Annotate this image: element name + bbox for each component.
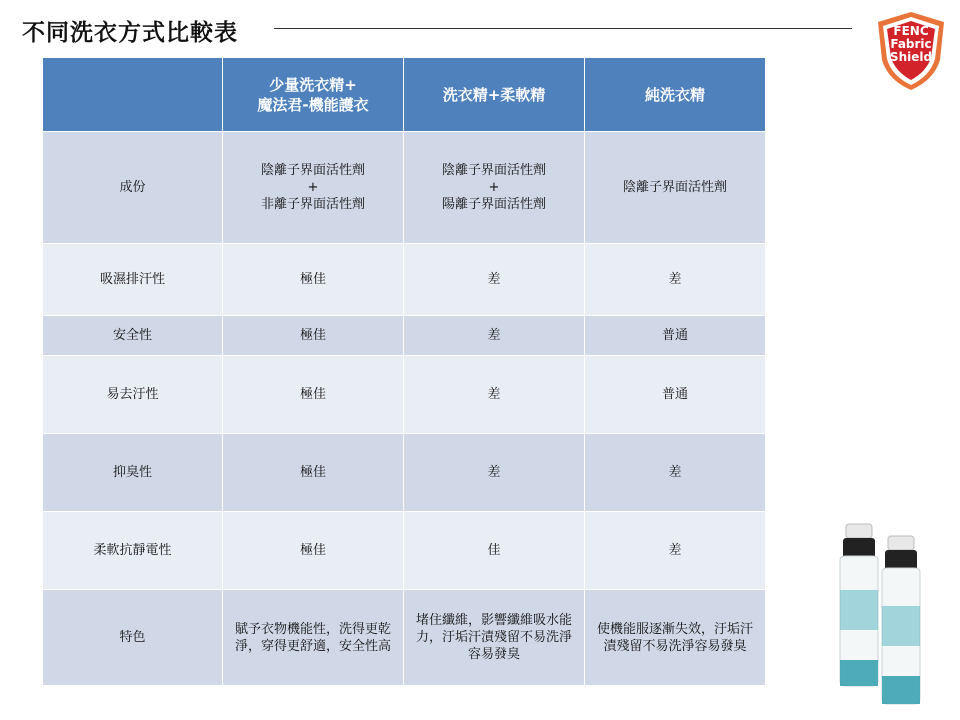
table-cell: 差 [404, 434, 585, 512]
table-cell: 極佳 [223, 356, 404, 434]
header-cell [43, 58, 223, 132]
header-cell: 洗衣精+柔軟精 [404, 58, 585, 132]
table-cell: 陰離子界面活性劑 [585, 132, 766, 244]
header-cell: 純洗衣精 [585, 58, 766, 132]
table-row [43, 512, 766, 590]
table-cell: 佳 [404, 512, 585, 590]
table-row [43, 434, 766, 512]
table-cell: 賦予衣物機能性，洗得更乾淨，穿得更舒適，安全性高 [223, 590, 404, 686]
table-cell: 差 [404, 316, 585, 356]
table-cell: 差 [585, 244, 766, 316]
table-row [43, 590, 766, 686]
table-row [43, 244, 766, 316]
table-cell: 普通 [585, 316, 766, 356]
table-cell: 極佳 [223, 316, 404, 356]
table-cell: 普通 [585, 356, 766, 434]
header-row [43, 58, 766, 132]
table-cell: 差 [404, 244, 585, 316]
table-cell: 差 [404, 356, 585, 434]
row-label: 安全性 [43, 316, 223, 356]
table-cell: 陰離子界面活性劑 + 非離子界面活性劑 [223, 132, 404, 244]
row-label: 柔軟抗靜電性 [43, 512, 223, 590]
title-rule [274, 28, 852, 29]
header-cell: 少量洗衣精+ 魔法君-機能護衣 [223, 58, 404, 132]
table-row [43, 316, 766, 356]
table-cell: 極佳 [223, 434, 404, 512]
row-label: 成份 [43, 132, 223, 244]
table-cell: 極佳 [223, 244, 404, 316]
logo-line-3: Shield [889, 50, 933, 64]
row-label: 吸濕排汗性 [43, 244, 223, 316]
logo-text [874, 25, 948, 64]
fabric-shield-logo [874, 10, 948, 92]
table-row [43, 132, 766, 244]
page-title: 不同洗衣方式比較表 [22, 20, 238, 46]
table-cell: 差 [585, 434, 766, 512]
table-cell: 堵住纖維，影響纖維吸水能力，汙垢汗漬殘留不易洗淨容易發臭 [404, 590, 585, 686]
table-cell: 陰離子界面活性劑 + 陽離子界面活性劑 [404, 132, 585, 244]
product-bottles-image [826, 520, 936, 710]
comparison-table [42, 57, 766, 686]
table-cell: 使機能服逐漸失效，汙垢汗漬殘留不易洗淨容易發臭 [585, 590, 766, 686]
row-label: 特色 [43, 590, 223, 686]
row-label: 抑臭性 [43, 434, 223, 512]
row-label: 易去汙性 [43, 356, 223, 434]
logo-line-1: FENC [893, 24, 929, 38]
table-row [43, 356, 766, 434]
logo-line-2: Fabric [890, 37, 932, 51]
table-cell: 差 [585, 512, 766, 590]
spray-bottle-icon [826, 520, 936, 710]
table-cell: 極佳 [223, 512, 404, 590]
